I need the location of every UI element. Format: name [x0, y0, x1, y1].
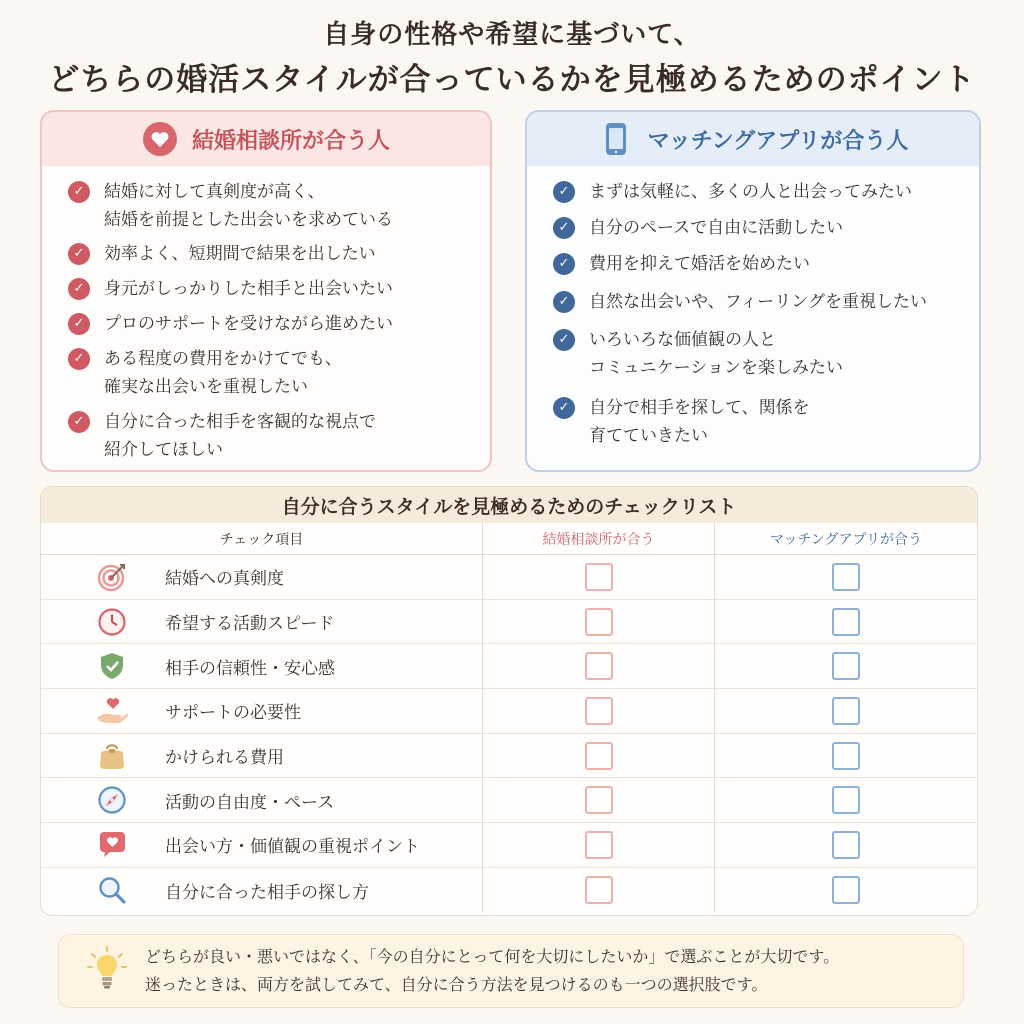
app-checkbox[interactable]	[832, 697, 860, 725]
app-card-heading: マッチングアプリが合う人	[647, 128, 909, 154]
purse-icon	[95, 739, 129, 773]
list-item: ✓ プロのサポートを受けながら進めたい	[68, 310, 490, 338]
header-item: チェック項目	[41, 523, 483, 554]
tip-note	[58, 934, 964, 1008]
check-icon: ✓	[553, 397, 575, 419]
tip-line2: 迷ったときは、両方を試してみて、自分に合う方法を見つけるのも一つの選択肢です。	[145, 975, 768, 994]
check-icon: ✓	[68, 181, 90, 203]
agency-checkbox[interactable]	[585, 697, 613, 725]
check-icon: ✓	[553, 253, 575, 275]
checklist-table	[40, 486, 978, 916]
list-item: ✓ まずは気軽に、多くの人と出会ってみたい	[553, 178, 979, 206]
table-row	[41, 823, 977, 868]
hand-heart-icon	[95, 694, 129, 728]
agency-list	[42, 166, 490, 464]
page-title-line1: 自身の性格や希望に基づいて、	[323, 20, 701, 50]
check-icon: ✓	[553, 291, 575, 313]
table-row	[41, 689, 977, 734]
app-card	[525, 110, 981, 472]
list-item: ✓ 身元がしっかりした相手と出会いたい	[68, 275, 490, 303]
magnifier-icon	[95, 873, 129, 907]
row-label: 出会い方・価値観の重視ポイント	[165, 837, 420, 858]
target-icon	[95, 560, 129, 594]
app-checkbox[interactable]	[832, 652, 860, 680]
agency-card	[40, 110, 492, 472]
agency-checkbox[interactable]	[585, 608, 613, 636]
check-icon: ✓	[68, 313, 90, 335]
table-row	[41, 734, 977, 779]
agency-checkbox[interactable]	[585, 831, 613, 859]
row-label: 活動の自由度・ペース	[165, 792, 335, 813]
agency-checkbox[interactable]	[585, 652, 613, 680]
check-icon: ✓	[553, 181, 575, 203]
row-label: 希望する活動スピード	[165, 614, 335, 635]
table-row	[41, 555, 977, 600]
check-icon: ✓	[68, 411, 90, 433]
table-row	[41, 868, 977, 913]
list-item: ✓ ある程度の費用をかけてでも、 確実な出会いを重視したい	[68, 345, 490, 401]
list-item: ✓ 結婚に対して真剣度が高く、 結婚を前提とした出会いを求めている	[68, 178, 490, 234]
table-row	[41, 600, 977, 645]
agency-card-heading: 結婚相談所が合う人	[191, 128, 390, 154]
heart-icon	[142, 121, 178, 157]
app-checkbox[interactable]	[832, 563, 860, 591]
compass-icon	[95, 783, 129, 817]
shield-check-icon	[95, 649, 129, 683]
row-label: 結婚への真剣度	[165, 569, 284, 590]
page-title-line2: どちらの婚活スタイルが合っているかを見極めるためのポイント	[48, 62, 976, 98]
check-icon: ✓	[553, 329, 575, 351]
list-item: ✓ 自分に合った相手を客観的な視点で 紹介してほしい	[68, 408, 490, 464]
check-icon: ✓	[68, 278, 90, 300]
checklist-header-row	[41, 523, 977, 555]
agency-checkbox[interactable]	[585, 786, 613, 814]
list-item: ✓ 自然な出会いや、フィーリングを重視したい	[553, 288, 979, 316]
table-row	[41, 778, 977, 823]
app-checkbox[interactable]	[832, 742, 860, 770]
agency-checkbox[interactable]	[585, 876, 613, 904]
app-list	[527, 166, 979, 450]
row-label: 相手の信頼性・安心感	[165, 658, 335, 679]
checklist-title: 自分に合うスタイルを見極めるためのチェックリスト	[41, 487, 977, 523]
check-icon: ✓	[68, 243, 90, 265]
agency-checkbox[interactable]	[585, 563, 613, 591]
tip-line1: どちらが良い・悪いではなく、「今の自分にとって何を大切にしたいか」で選ぶことが大切です。	[145, 947, 840, 966]
list-item: ✓ 効率よく、短期間で結果を出したい	[68, 240, 490, 268]
header-agency: 結婚相談所が合う	[483, 523, 715, 554]
check-icon: ✓	[553, 217, 575, 239]
agency-card-header	[42, 112, 490, 166]
list-item: ✓ 自分のペースで自由に活動したい	[553, 214, 979, 242]
speech-heart-icon	[95, 828, 129, 862]
app-checkbox[interactable]	[832, 876, 860, 904]
row-label: 自分に合った相手の探し方	[165, 882, 369, 903]
row-label: かけられる費用	[165, 748, 284, 769]
header-app: マッチングアプリが合う	[770, 531, 922, 548]
clock-icon	[95, 605, 129, 639]
app-checkbox[interactable]	[832, 831, 860, 859]
lightbulb-icon	[87, 946, 127, 996]
list-item: ✓ いろいろな価値観の人と コミュニケーションを楽しみたい	[553, 326, 979, 382]
app-card-header	[527, 112, 979, 166]
app-checkbox[interactable]	[832, 786, 860, 814]
list-item: ✓ 自分で相手を探して、関係を 育てていきたい	[553, 394, 979, 450]
list-item: ✓ 費用を抑えて婚活を始めたい	[553, 250, 979, 278]
check-icon: ✓	[68, 348, 90, 370]
smartphone-icon	[598, 121, 634, 157]
table-row	[41, 644, 977, 689]
app-checkbox[interactable]	[832, 608, 860, 636]
row-label: サポートの必要性	[165, 703, 301, 724]
agency-checkbox[interactable]	[585, 742, 613, 770]
